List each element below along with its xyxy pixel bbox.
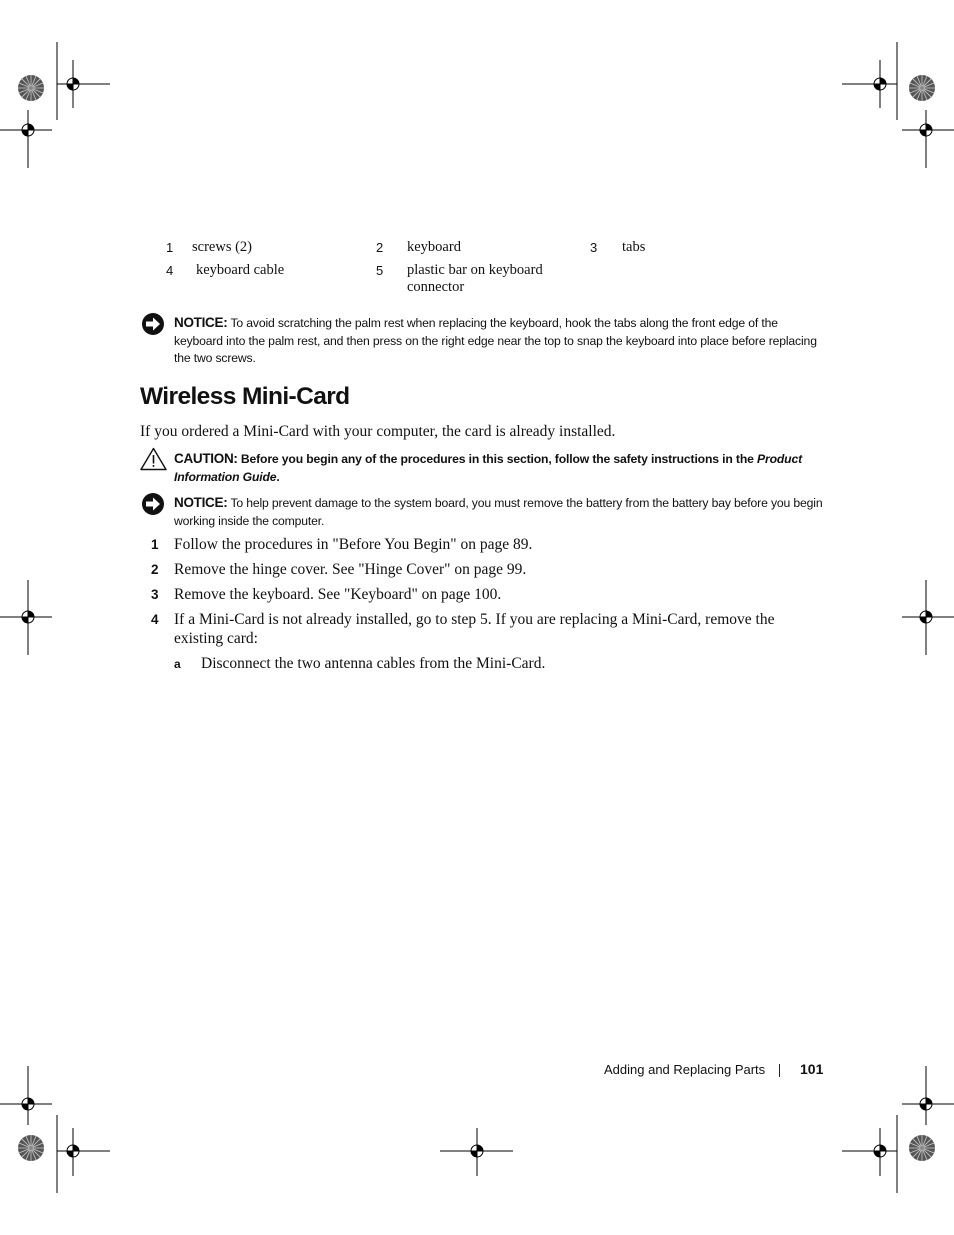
legend-label: tabs xyxy=(622,239,646,255)
intro-paragraph: If you ordered a Mini-Card with your computer, the card is already installed. xyxy=(140,423,616,440)
notice-arrow-icon xyxy=(141,312,165,341)
caution-guide-title: Product Information Guide xyxy=(174,452,802,484)
step-text: Remove the hinge cover. See "Hinge Cover" on page 99. xyxy=(174,561,527,578)
step-text: Remove the keyboard. See "Keyboard" on page 100. xyxy=(174,586,502,603)
caution-block xyxy=(174,450,824,486)
step-number: 1 xyxy=(151,537,159,552)
legend-number: 4 xyxy=(166,263,174,278)
page-number: 101 xyxy=(800,1061,824,1077)
notice-text: To avoid scratching the palm rest when replacing the keyboard, hook the tabs along the front edge of the keyboard into the palm rest, and then press on the right edge near the top to snap the keyboard into place before replacing the two screws. xyxy=(174,316,817,365)
legend-number: 2 xyxy=(376,240,384,255)
step-text: If a Mini-Card is not already installed, go to step 5. If you are replacing a Mini-Card, remove the existing card: xyxy=(174,611,775,647)
notice-block xyxy=(174,314,824,368)
step-number: 2 xyxy=(151,562,159,577)
caution-period: . xyxy=(276,469,280,484)
notice-arrow-icon xyxy=(141,492,165,521)
legend-number: 1 xyxy=(166,240,174,255)
legend-label: plastic bar on keyboard connector xyxy=(407,262,543,295)
notice-text: To help prevent damage to the system board, you must remove the battery from the battery bay before you begin working inside the computer. xyxy=(174,496,823,528)
legend-number: 3 xyxy=(590,240,598,255)
legend-label: keyboard xyxy=(407,239,461,255)
section-title: Wireless Mini-Card xyxy=(140,383,350,410)
step-text: Follow the procedures in "Before You Begin" on page 89. xyxy=(174,536,533,553)
caution-triangle-icon xyxy=(140,447,167,476)
substep-letter: a xyxy=(174,657,181,671)
caution-text: Before you begin any of the procedures in this section, follow the safety instructions in the xyxy=(240,452,754,466)
notice-block xyxy=(174,494,824,530)
step-number: 4 xyxy=(151,612,159,627)
notice-label: NOTICE: xyxy=(174,495,228,510)
substep-text: Disconnect the two antenna cables from the Mini-Card. xyxy=(201,655,546,672)
step-number: 3 xyxy=(151,587,159,602)
footer-divider xyxy=(779,1064,780,1077)
footer-section-title: Adding and Replacing Parts xyxy=(604,1062,766,1077)
legend-number: 5 xyxy=(376,263,384,278)
notice-label: NOTICE: xyxy=(174,315,228,330)
caution-label: CAUTION: xyxy=(174,451,238,466)
legend-label: screws (2) xyxy=(192,239,252,255)
legend-label: keyboard cable xyxy=(196,262,285,278)
